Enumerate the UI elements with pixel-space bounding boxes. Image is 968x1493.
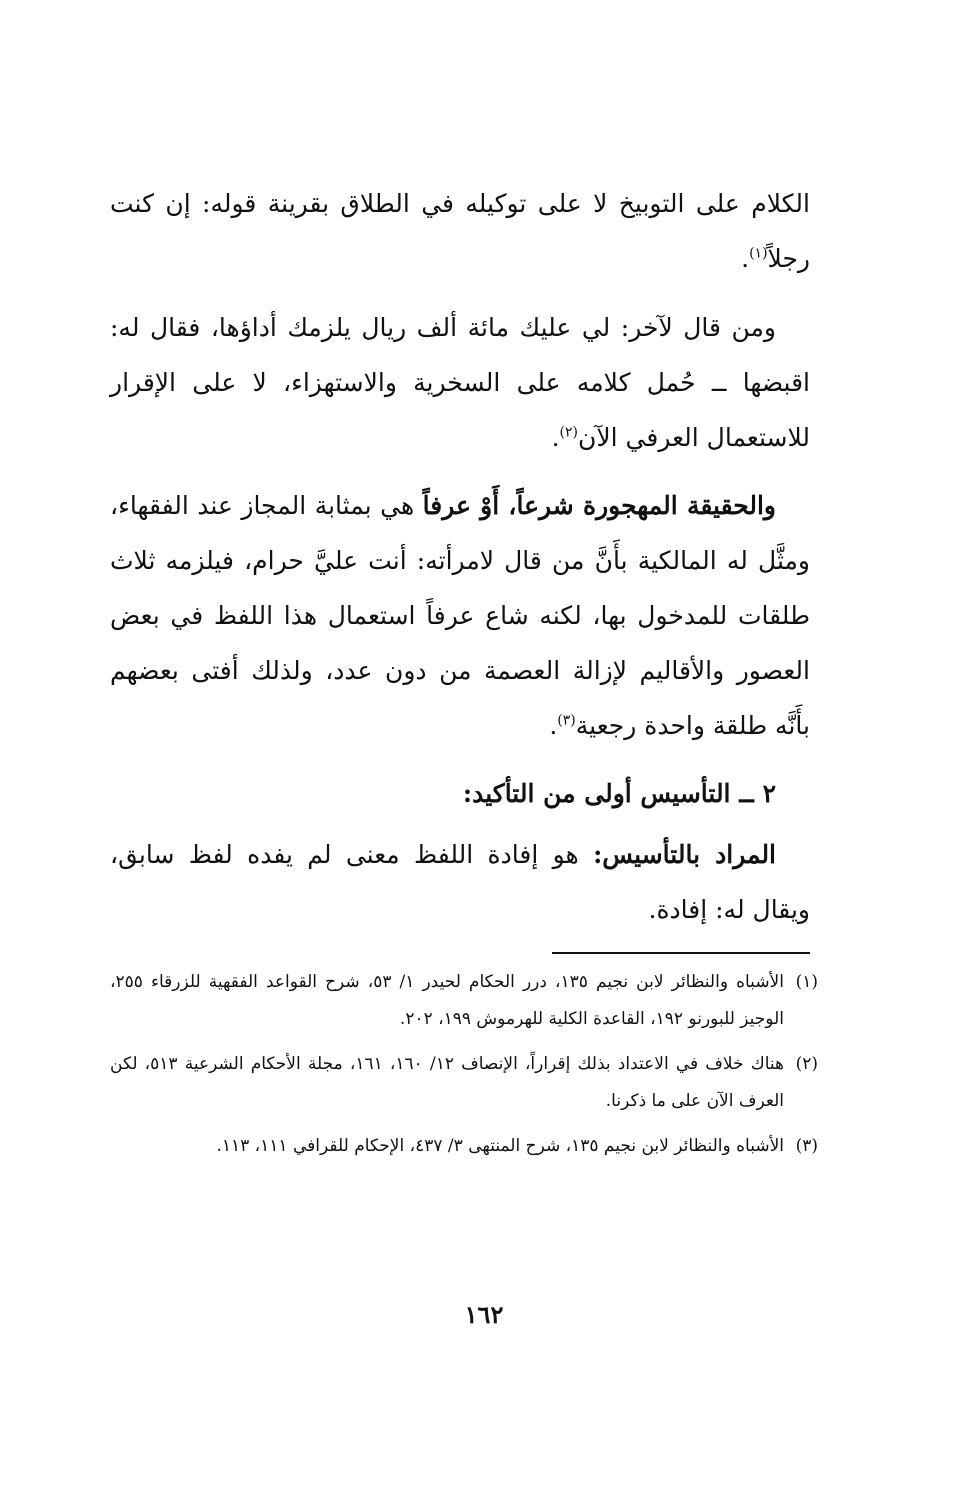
- footnote-number: (٣): [795, 1136, 818, 1156]
- footnote-text: الأشباه والنظائر لابن نجيم ١٣٥، درر الحكام لحيدر ١/ ٥٣، شرح القواعد الفقهية للزرقاء ٢٥٥، الوجيز للبورنو ١٩٢، القاعدة الكلية للهرموش ١٩٩، ٢٠٢.: [110, 972, 784, 1029]
- paragraph-2: ومن قال لآخر: لي عليك مائة ألف ريال يلزمك أداؤها، فقال له: اقبضها ــ حُمل كلامه على السخرية والاستهزاء، لا على الإقرار للاستعمال العرفي الآن$^{(٢)}$.: [110, 313, 810, 452]
- footnote-ref-1[interactable]: (١): [749, 245, 768, 262]
- paragraph-4: [110, 827, 810, 937]
- paragraph-4-text: هو إفادة اللفظ معنى لم يفده لفظ سابق، ويقال له: إفادة.: [110, 840, 810, 924]
- footnote-2: [110, 1046, 818, 1120]
- page-number: ١٦٢: [464, 1300, 504, 1329]
- paragraph-1: الكلام على التوبيخ لا على توكيله في الطلاق بقرينة قوله: إن كنت رجلاً$^{(١)}$.: [110, 189, 810, 273]
- footnote-divider: [552, 952, 810, 954]
- footnote-3: [110, 1128, 818, 1165]
- paragraph-2-text: ومن قال لآخر: لي عليك مائة ألف ريال يلزمك أداؤها، فقال له: اقبضها ــ حُمل كلامه على السخرية والاستهزاء، لا على الإقرار للاستعمال العرفي الآن: [110, 313, 810, 452]
- footnote-1: [110, 964, 818, 1038]
- paragraph-1-text: الكلام على التوبيخ لا على توكيله في الطلاق بقرينة قوله: إن كنت رجلاً: [110, 189, 810, 273]
- footnote-number: (٢): [795, 1054, 818, 1074]
- footnote-number: (١): [795, 972, 818, 992]
- footnote-ref-3[interactable]: (٣): [557, 712, 576, 729]
- footnote-ref-2[interactable]: (٢): [559, 424, 579, 441]
- footnote-text: الأشباه والنظائر لابن نجيم ١٣٥، شرح المنتهى ٣/ ٤٣٧، الإحكام للقرافي ١١١، ١١٣.: [216, 1136, 784, 1156]
- footnote-text: هناك خلاف في الاعتداد بذلك إقراراً، الإنصاف ١٢/ ١٦٠، ١٦١، مجلة الأحكام الشرعية ٥١٣، لكن العرف الآن على ما ذكرنا.: [110, 1054, 785, 1111]
- footnotes: [110, 964, 818, 1173]
- paragraph-3-text: هي بمثابة المجاز عند الفقهاء، ومثَّل له المالكية بأَنَّ من قال لامرأته: أنت عليَّ حرام، فيلزمه ثلاث طلقات للمدخول بها، لكنه شاع عرفاً استعمال هذا اللفظ في بعض العصور والأقاليم لإزالة العصمة من دون عدد، ولذلك أفتى بعضهم بأَنَّه طلقة واحدة رجعية: [110, 491, 810, 740]
- paragraph-3: والحقيقة المهجورة شرعاً، أَوْ عرفاً هي بمثابة المجاز عند الفقهاء، ومثَّل له المالكية بأَنَّ من قال لامرأته: أنت عليَّ حرام، فيلزمه ثلاث طلقات للمدخول بها، لكنه شاع عرفاً استعمال هذا اللفظ في بعض العصور والأقاليم لإزالة العصمة من دون عدد، ولذلك أفتى بعضهم بأَنَّه طلقة واحدة رجعية$^{(٣)}$.: [110, 491, 810, 740]
- section-heading: ٢ ــ التأسيس أولى من التأكيد:: [462, 779, 776, 808]
- paragraph-3-bold-term: والحقيقة المهجورة شرعاً، أَوْ عرفاً: [422, 491, 777, 520]
- paragraph-4-bold-term: المراد بالتأسيس:: [593, 840, 777, 869]
